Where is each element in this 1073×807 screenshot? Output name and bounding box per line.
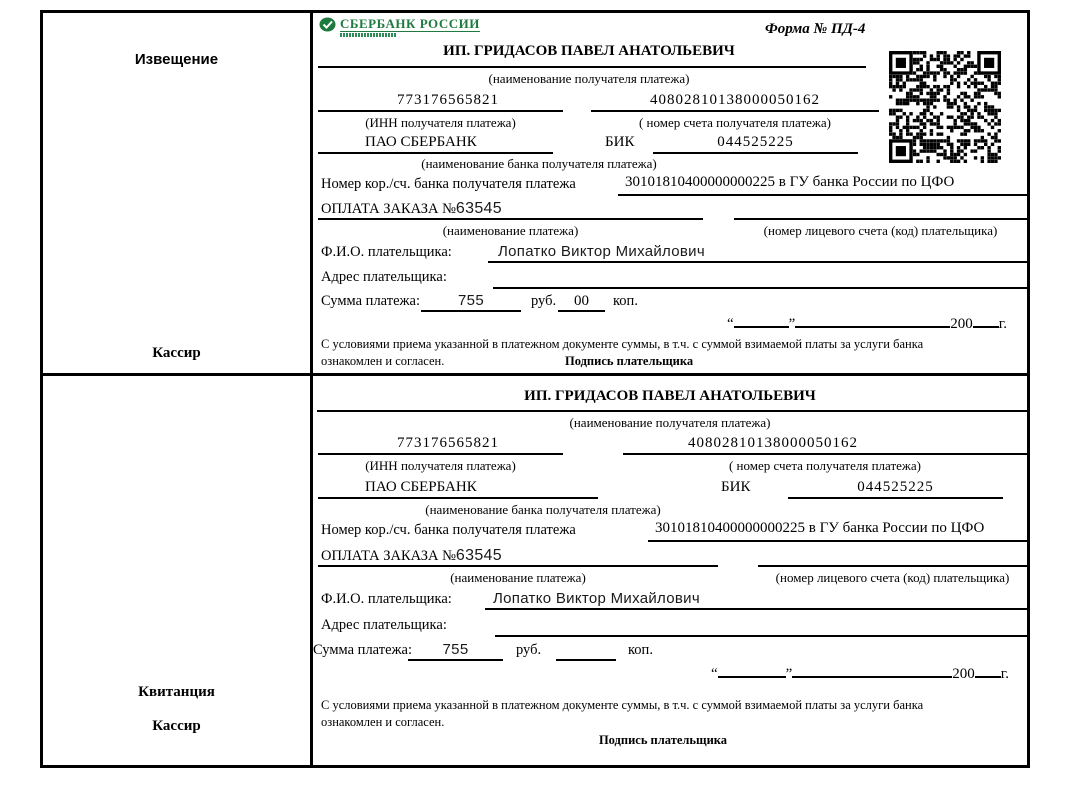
agreement-line2: ознакомлен и согласен. xyxy=(321,354,445,368)
kop-label: коп. xyxy=(613,293,638,309)
order-number: 63545 xyxy=(455,200,502,217)
bank-name-2: ПАО СБЕРБАНК xyxy=(365,479,477,495)
sum-label: Сумма платежа: xyxy=(321,293,420,309)
side-label-notice: Извещение xyxy=(134,51,219,68)
payment-form-pd4 xyxy=(40,10,1030,768)
form-number-title: Форма № ПД-4 xyxy=(765,21,866,37)
recipient-name: ИП. ГРИДАСОВ ПАВЕЛ АНАТОЛЬЕВИЧ xyxy=(443,43,735,59)
agreement-line2-2: ознакомлен и согласен. xyxy=(321,715,445,729)
side-label-cashier-2: Кассир xyxy=(152,718,201,734)
bank-name: ПАО СБЕРБАНК xyxy=(365,134,477,150)
account-caption: ( номер счета получателя платежа) xyxy=(638,115,832,130)
close-quote: ” xyxy=(788,316,796,332)
inn-caption: (ИНН получателя платежа) xyxy=(365,115,516,130)
notice-side-column xyxy=(43,13,313,373)
account-value: 40802810138000050162 xyxy=(650,92,820,108)
signature-label: Подпись плательщика xyxy=(565,354,694,368)
receipt-side-column xyxy=(43,376,313,765)
personal-account-caption: (номер лицевого счета (код) плательщика) xyxy=(763,223,998,238)
bank-caption-2: (наименование банка получателя платежа) xyxy=(425,502,661,517)
year-prefix-2: 200 xyxy=(952,666,975,682)
recipient-caption: (наименование получателя платежа) xyxy=(488,71,690,86)
open-quote: “ xyxy=(726,316,734,332)
order-number-2: 63545 xyxy=(455,547,502,564)
payer-name-label: Ф.И.О. плательщика: xyxy=(321,244,452,260)
account-caption-2: ( номер счета получателя платежа) xyxy=(728,458,922,473)
receipt-main-area xyxy=(313,376,1027,765)
sum-label-2: Сумма платежа: xyxy=(313,642,412,658)
sberbank-logo-icon xyxy=(319,17,336,32)
payer-name-value-2: Лопатко Виктор Михайлович xyxy=(493,590,700,607)
agreement-line1-2: С условиями приема указанной в платежном документе суммы, в т.ч. с суммой взимаемой платы за услуги банка xyxy=(321,698,924,712)
rub-label: руб. xyxy=(531,293,557,309)
bik-value: 044525225 xyxy=(717,134,794,150)
bik-label: БИК xyxy=(605,134,635,150)
date-row-2 xyxy=(711,663,1009,683)
sum-kop-value: 00 xyxy=(574,293,589,309)
open-quote-2: “ xyxy=(710,666,718,682)
side-label-receipt: Квитанция xyxy=(138,684,215,700)
corr-account-value: 30101810400000000225 в ГУ банка России по ЦФО xyxy=(625,174,955,190)
payer-address-label: Адрес плательщика: xyxy=(321,269,447,285)
sberbank-logo xyxy=(319,17,480,37)
sberbank-logo-text: СБЕРБАНК РОССИИ xyxy=(340,16,480,31)
signature-label-2: Подпись плательщика xyxy=(598,733,728,747)
qr-code xyxy=(889,51,1001,163)
recipient-name-2: ИП. ГРИДАСОВ ПАВЕЛ АНАТОЛЬЕВИЧ xyxy=(524,388,816,404)
rub-label-2: руб. xyxy=(516,642,542,658)
notice-main-area xyxy=(313,13,1027,373)
section-receipt xyxy=(43,376,1027,765)
corr-account-label: Номер кор./сч. банка получателя платежа xyxy=(321,176,576,192)
section-notice xyxy=(43,13,1027,376)
agreement-line1: С условиями приема указанной в платежном документе суммы, в т.ч. с суммой взимаемой платы за услуги банка xyxy=(321,337,924,351)
account-value-2: 40802810138000050162 xyxy=(688,435,858,451)
year-suffix: г. xyxy=(998,316,1007,332)
sum-rub-value: 755 xyxy=(458,292,484,309)
payer-name-value: Лопатко Виктор Михайлович xyxy=(498,243,705,260)
year-suffix-2: г. xyxy=(1000,666,1009,682)
kop-label-2: коп. xyxy=(628,642,653,658)
payment-name-prefix: ОПЛАТА ЗАКАЗА № xyxy=(321,201,456,217)
corr-account-value-2: 30101810400000000225 в ГУ банка России по ЦФО xyxy=(655,520,985,536)
side-label-cashier: Кассир xyxy=(152,345,201,361)
payer-address-label-2: Адрес плательщика: xyxy=(321,617,447,633)
bik-value-2: 044525225 xyxy=(857,479,934,495)
recipient-caption-2: (наименование получателя платежа) xyxy=(569,415,771,430)
payment-name-prefix-2: ОПЛАТА ЗАКАЗА № xyxy=(321,548,456,564)
inn-value: 773176565821 xyxy=(397,92,499,108)
close-quote-2: ” xyxy=(785,666,793,682)
corr-account-label-2: Номер кор./сч. банка получателя платежа xyxy=(321,522,576,538)
sum-rub-value-2: 755 xyxy=(442,641,469,658)
personal-account-caption-2: (номер лицевого счета (код) плательщика) xyxy=(775,570,1010,585)
year-prefix: 200 xyxy=(950,316,973,332)
inn-value-2: 773176565821 xyxy=(397,435,499,451)
payment-name-caption: (наименование платежа) xyxy=(442,223,579,238)
inn-caption-2: (ИНН получателя платежа) xyxy=(365,458,516,473)
date-row xyxy=(727,313,1007,333)
bik-label-2: БИК xyxy=(721,479,751,495)
payment-name-caption-2: (наименование платежа) xyxy=(450,570,586,585)
bank-caption: (наименование банка получателя платежа) xyxy=(421,156,657,171)
payer-name-label-2: Ф.И.О. плательщика: xyxy=(321,591,452,607)
sberbank-logo-tagline-strip xyxy=(340,33,396,37)
